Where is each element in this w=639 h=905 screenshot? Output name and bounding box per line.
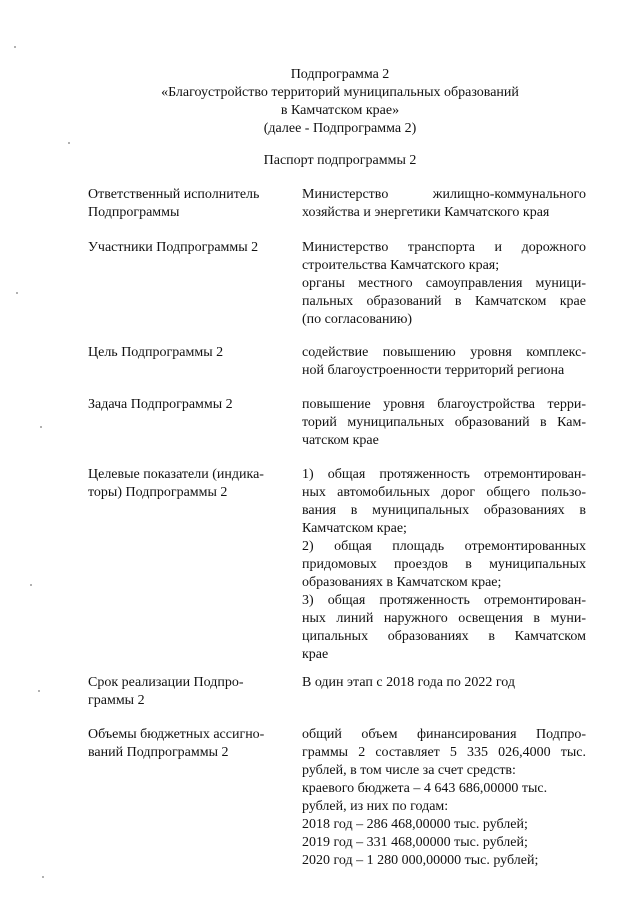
value-line: 2020 год – 1 280 000,00000 тыс. рублей; — [302, 853, 539, 868]
value-line: 2) общая площадь отремонтированных — [302, 539, 586, 554]
value-line: крае — [302, 647, 329, 662]
value-line: торий муниципальных образований в Кам- — [302, 415, 586, 430]
label-line: Ответственный исполнитель — [88, 187, 260, 202]
value-line: ных линий наружного освещения в муни- — [302, 611, 586, 626]
label-line: торы) Подпрограммы 2 — [88, 485, 228, 500]
passport-title: Паспорт подпрограммы 2 — [263, 153, 417, 168]
row-label — [88, 344, 284, 362]
heading-line: в Камчатском крае» — [280, 103, 400, 118]
value-line: чатском крае — [302, 433, 379, 448]
row-label — [88, 396, 284, 414]
scan-speck — [68, 142, 70, 144]
row-label — [88, 674, 284, 710]
value-line: 1) общая протяженность отремонтирован- — [302, 467, 586, 482]
label-line: Срок реализации Подпро- — [88, 675, 244, 690]
label-line: Подпрограммы — [88, 205, 180, 220]
value-line: хозяйства и энергетики Камчатского края — [302, 205, 550, 220]
scan-speck — [16, 292, 18, 294]
row-value — [302, 726, 586, 870]
row-label — [88, 239, 284, 257]
value-line: общий объем финансирования Подпро- — [302, 727, 586, 742]
scan-speck — [42, 876, 44, 878]
subprogram-heading — [120, 66, 560, 138]
label-line: граммы 2 — [88, 693, 145, 708]
value-line: рублей, из них по годам: — [302, 799, 449, 814]
value-line: Министерство жилищно-коммунального — [302, 187, 586, 202]
scan-speck — [40, 426, 42, 428]
value-line: 2019 год – 331 468,00000 тыс. рублей; — [302, 835, 528, 850]
value-line: краевого бюджета – 4 643 686,00000 тыс. — [302, 781, 548, 796]
value-line: ных автомобильных дорог общего пользо- — [302, 485, 586, 500]
row-value — [302, 396, 586, 450]
value-line: (по согласованию) — [302, 312, 413, 327]
value-line: строительства Камчатского края; — [302, 258, 500, 273]
label-line: Объемы бюджетных ассигно- — [88, 727, 265, 742]
value-line: пальных образований в Камчатском крае — [302, 294, 586, 309]
row-label — [88, 726, 284, 762]
row-label — [88, 186, 284, 222]
value-line: органы местного самоуправления муници- — [302, 276, 586, 291]
label-line: Задача Подпрограммы 2 — [88, 397, 233, 412]
value-line: 3) общая протяженность отремонтирован- — [302, 593, 586, 608]
scan-speck — [38, 690, 40, 692]
scan-speck — [14, 46, 16, 48]
value-line: образованиях в Камчатском крае; — [302, 575, 502, 590]
value-line: граммы 2 составляет 5 335 026,4000 тыс. — [302, 745, 586, 760]
row-value — [302, 239, 586, 329]
value-line: ной благоустроенности территорий региона — [302, 363, 565, 378]
row-value — [302, 344, 586, 380]
heading-line: «Благоустройство территорий муниципальных образований — [161, 85, 519, 100]
value-line: рублей, в том числе за счет средств: — [302, 763, 516, 778]
scan-speck — [30, 584, 32, 586]
value-line: Министерство транспорта и дорожного — [302, 240, 586, 255]
heading-line: (далее - Подпрограмма 2) — [263, 121, 417, 136]
value-line: содействие повышению уровня комплекс- — [302, 345, 586, 360]
value-line: Камчатском крае; — [302, 521, 407, 536]
label-line: Цель Подпрограммы 2 — [88, 345, 224, 360]
row-label — [88, 466, 284, 502]
row-value — [302, 674, 586, 692]
value-line: придомовых проездов в муниципальных — [302, 557, 586, 572]
value-line: 2018 год – 286 468,00000 тыс. рублей; — [302, 817, 528, 832]
value-line: повышение уровня благоустройства терри- — [302, 397, 586, 412]
row-value — [302, 466, 586, 664]
value-line: ципальных образованиях в Камчатском — [302, 629, 586, 644]
label-line: Целевые показатели (индика- — [88, 467, 264, 482]
value-line: вания в муниципальных образованиях в — [302, 503, 586, 518]
heading-line: Подпрограмма 2 — [290, 67, 390, 82]
value-line: В один этап с 2018 года по 2022 год — [302, 675, 516, 690]
label-line: ваний Подпрограммы 2 — [88, 745, 229, 760]
label-line: Участники Подпрограммы 2 — [88, 240, 259, 255]
row-value — [302, 186, 586, 222]
